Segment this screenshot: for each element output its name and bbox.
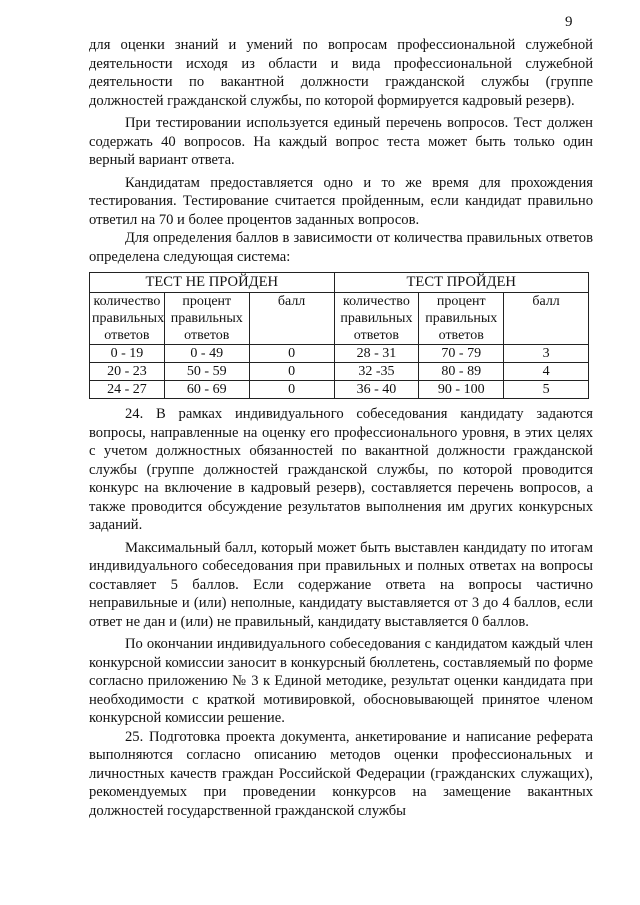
paragraph: 24. В рамках индивидуального собеседования кандидату задаются вопросы, направленные на оценку его профессионального уровня, в этих целях с учетом должностных обязанностей по вакантной должности гражданской службы (группе должностей гражданской службы, по которой проводится конкурс на включение в кадровый резерв), составляется перечень вопросов, а также проводится обсуждение результатов выполнения им других конкурсных заданий. (89, 406, 593, 533)
table-cell: 70 - 79 (419, 345, 504, 363)
group-header-failed: ТЕСТ НЕ ПРОЙДЕН (90, 273, 335, 293)
table-cell: 0 (249, 345, 334, 363)
table-cell: 5 (504, 381, 589, 399)
table-cell: 0 (249, 381, 334, 399)
table-cell: 50 - 59 (164, 363, 249, 381)
column-header: балл (249, 293, 334, 345)
table-cell: 0 (249, 363, 334, 381)
table-cell: 90 - 100 (419, 381, 504, 399)
table-cell: 24 - 27 (90, 381, 165, 399)
table-cell: 28 - 31 (334, 345, 419, 363)
table-cell: 60 - 69 (164, 381, 249, 399)
table-row (90, 381, 589, 399)
table-cell: 4 (504, 363, 589, 381)
paragraph: для оценки знаний и умений по вопросам профессиональной служебной деятельности исходя из области и вида профессиональной служебной деятельности по вакантной должности гражданской службы (группе должностей гражданской службы, по которой формируется кадровый резерв). (89, 37, 593, 109)
table-cell: 36 - 40 (334, 381, 419, 399)
score-table (89, 272, 589, 399)
table-cell: 32 -35 (334, 363, 419, 381)
page-number: 9 (565, 14, 573, 30)
table-cell: 20 - 23 (90, 363, 165, 381)
table-header-row (90, 293, 589, 345)
table-row (90, 363, 589, 381)
table-cell: 0 - 49 (164, 345, 249, 363)
column-header: количество правильных ответов (90, 293, 165, 345)
column-header: процент правильных ответов (419, 293, 504, 345)
paragraph: Максимальный балл, который может быть выставлен кандидату по итогам индивидуального собеседования при правильных и полных ответах на вопросы составляет 5 баллов. Если содержание ответа на вопросы частично неправильные и (или) неполные, кандидату выставляется от 3 до 4 баллов, если ответ не дан и (или) не правильный, кандидату выставляется 0 баллов. (89, 539, 593, 630)
document-body (89, 36, 593, 820)
table-row (90, 345, 589, 363)
paragraph: 25. Подготовка проекта документа, анкетирование и написание реферата выполняются согласно описанию методов оценки профессиональных и личностных качеств граждан Российской Федерации (гражданских служащих), рекомендуемых при проведении конкурсов на замещение вакантных должностей государственной гражданской службы (89, 728, 593, 819)
group-header-passed: ТЕСТ ПРОЙДЕН (334, 273, 589, 293)
table-cell: 3 (504, 345, 589, 363)
paragraph: Для определения баллов в зависимости от количества правильных ответов определена следующая система: (89, 230, 593, 265)
table-cell: 0 - 19 (90, 345, 165, 363)
paragraph: По окончании индивидуального собеседования с кандидатом каждый член конкурсной комиссии заносит в конкурсный бюллетень, составляемый по форме согласно приложению № 3 к Единой методике, результат оценки кандидата при необходимости с краткой мотивировкой, обосновывающей принятое членом конкурсной комиссии решение. (89, 636, 593, 726)
column-header: процент правильных ответов (164, 293, 249, 345)
paragraph: Кандидатам предоставляется одно и то же время для прохождения тестирования. Тестирование считается пройденным, если кандидат правильно ответил на 70 и более процентов заданных вопросов. (89, 174, 593, 228)
column-header: балл (504, 293, 589, 345)
table-group-row (90, 273, 589, 293)
paragraph: При тестировании используется единый перечень вопросов. Тест должен содержать 40 вопросов. На каждый вопрос теста может быть только один верный вариант ответа. (89, 115, 593, 168)
column-header: количество правильных ответов (334, 293, 419, 345)
table-cell: 80 - 89 (419, 363, 504, 381)
